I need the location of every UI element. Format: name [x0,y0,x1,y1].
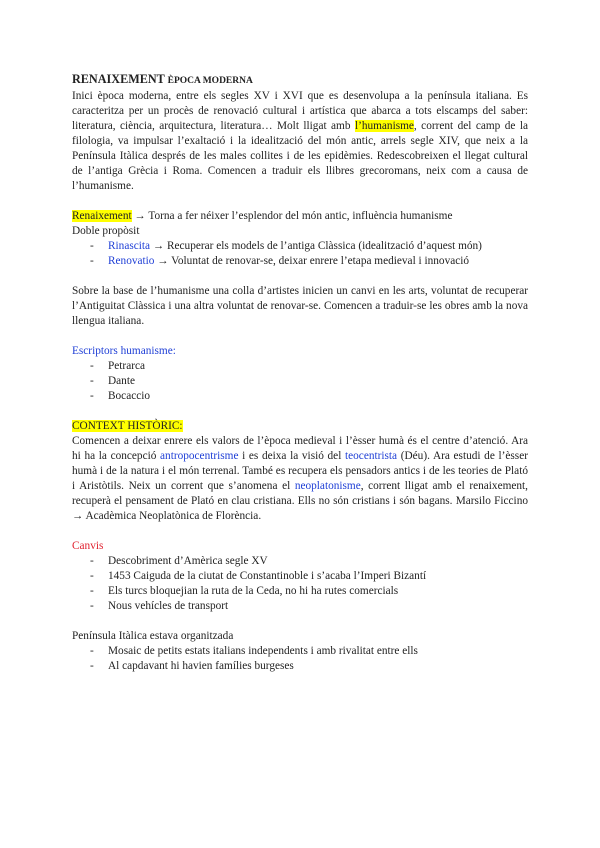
highlight-renaixement: Renaixement [72,210,132,222]
term-rinascita: Rinascita [108,240,151,252]
writers-heading: Escriptors humanisme: [72,345,176,357]
canvis-list [72,554,528,614]
context-heading [72,419,528,434]
highlight-humanisme: l’humanisme [354,120,414,132]
list-item: - Petrarca [72,359,528,374]
peninsula-heading: Península Itàlica estava organitzada [72,630,234,642]
list-item: - Descobriment d’Amèrica segle XV [72,554,528,569]
term-teocentrista: teocentrista [345,450,398,462]
canvis-heading: Canvis [72,540,104,552]
list-item-text: → Voluntat de renovar-se, deixar enrere l’etapa medieval i innovació [154,255,470,267]
document-body [72,71,528,674]
list-item [72,239,528,254]
context-text: (Déu). Ara estudi de l’èsser humà i de la natura i el món terrenal. També es recupera els pensadors antics i de les teories de Plató i Aristòtils. Neix un corrent que s’anomena el [72,450,528,492]
context-paragraph [72,434,528,524]
list-item: - Nous vehícles de transport [72,599,528,614]
intro-text: Inici època moderna, entre els segles XV i XVI que es desenvolupa a la península italiana. Es caracteritza per un procès de renovació cultural i artística que abarca a tots elscamps del saber: literatura, ciència, arquitectura, literatura… Molt lligat amb [72,90,528,132]
term-renovatio: Renovatio [108,255,155,267]
highlight-context: CONTEXT HISTÒRIC: [72,420,183,432]
context-text: Comencen a deixar enrere els valors de l’època medieval i l’èsser humà és el centre d’atenció. Ara hi ha la concepció [72,435,528,462]
renaixement-definition-text: → Torna a fer néixer l’esplendor del món antic, influència humanisme [131,210,453,222]
renaixement-definition [72,209,528,224]
artists-paragraph: Sobre la base de l’humanisme una colla d’artistes inicien un canvi en les arts, voluntat de recuperar l’Antiguitat Clàssica i una altra voluntat de renovar-se. Comencen a traduir-se les obres amb la nova llengua italiana. [72,285,528,327]
list-item: - Mosaic de petits estats italians independents i amb rivalitat entre ells [72,644,528,659]
list-item: - 1453 Caiguda de la ciutat de Constantinoble i s’acaba l’Imperi Bizantí [72,569,528,584]
title-main: RENAIXEMENT [72,72,165,86]
writers-list [72,359,528,404]
list-item-text: → Recuperar els models de l’antiga Clàssica (idealització d’aquest món) [150,240,482,252]
page-title [72,71,528,89]
list-item: - Els turcs bloquejian la ruta de la Ceda, no hi ha rutes comercials [72,584,528,599]
context-text: i es deixa la visió del [238,450,345,462]
context-text: , corrent lligat amb el renaixement, recuperà el pensament de Plató en clau cristiana. Ells no són cristians i són bagans. Marsilo Ficcino → Acadèmica Neoplatònica de Florència. [72,480,528,522]
peninsula-list [72,644,528,674]
list-item: - Al capdavant hi havien famílies burgeses [72,659,528,674]
purpose-label: Doble propòsit [72,225,140,237]
term-antropocentrisme: antropocentrisme [160,450,239,462]
intro-paragraph [72,89,528,194]
list-item: - Dante [72,374,528,389]
title-subtitle: ÈPOCA MODERNA [167,76,253,86]
purpose-list [72,239,528,269]
term-neoplatonisme: neoplatonisme [294,480,361,492]
list-item [72,254,528,269]
list-item: - Bocaccio [72,389,528,404]
intro-text-continued: , corrent del camp de la filologia, va impulsar l’exaltació i la idealització del món antic, arrels segle XIV, que neix a la Península Itàlica després de les males collites i de les epidèmies. Redescobreixen el llegat cultural de l’antiga Grècia i Roma. Comencen a traduir els llibres grecoromans, neix com a causa de l’humanisme. [72,120,529,192]
